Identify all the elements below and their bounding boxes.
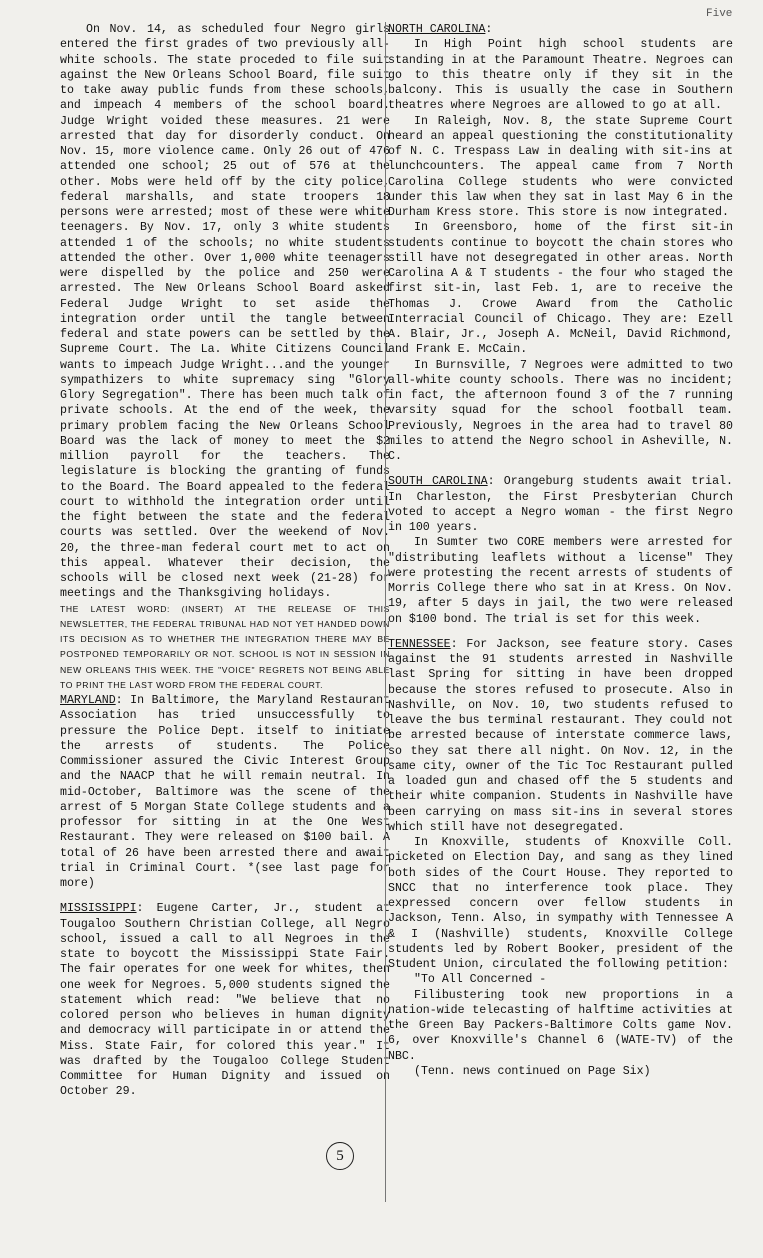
continued-note: (Tenn. news continued on Page Six) (414, 1064, 651, 1078)
maryland-section (60, 693, 390, 891)
page-number-circle: 5 (326, 1142, 354, 1170)
nashville-text: : For Jackson, see feature story. Cases against the 91 students arrested in Nashville last Spring for sitting in have been dropped because the stores refused to prosecute. Also in Nashville, on Nov. 10, two students refused to leave the bus terminal restaurant. They could not be arrested because of interstate commerce laws, so they sat there all night. On Nov. 12, in the same city, owner of the Tic Toc Restaurant pulled a loaded gun and chased off the 5 students and their white companion. Students in Nashville have been carrying on mass sit-ins in several stores which still have not desegregated. (388, 637, 733, 834)
sumter-paragraph: In Sumter two CORE members were arrested for "distributing leaflets without a license" They were protesting the recent arrests of students of Morris College there who sat in at Kress. On Nov. 19, after 5 days in jail, the two were released on $100 bond. The trial is set for this week. (388, 536, 733, 626)
knoxville-paragraph: In Knoxville, students of Knoxville Coll. picketed on Election Day, and sang as they lined both sides of the Court House. They reported to SNCC that no interference took place. They expressed concern over fellow students in Jackson, Tenn. Also, in sympathy with Tennessee A & I (Nashville) students, Knoxville College students led by Robert Booker, president of the Student Union, circulated the following petition: (388, 836, 733, 971)
mississippi-heading: MISSISSIPPI (60, 902, 137, 916)
burnsville-paragraph: In Burnsville, 7 Negroes were admitted to two all-white county schools. There was no incident; in fact, the afternoon found 3 of the 7 running varsity squad for the school football team. Previously, Negroes in the area had to travel 80 miles to attend the Negro school in Asheville, N. C. (388, 358, 733, 463)
left-column (60, 22, 390, 1110)
mississippi-section (60, 901, 390, 1099)
south-carolina-heading: SOUTH CAROLINA (388, 475, 488, 489)
tennessee-heading: TENNESSEE (388, 637, 451, 651)
south-carolina-section (388, 474, 733, 627)
new-orleans-article: On Nov. 14, as scheduled four Negro girls entered the first grades of two previously all-white schools. The state proceded to file suit against the New Orleans School Board, file suit to take away public funds from these schools, and impeach 4 members of the school board. Judge Wright voided these measures. 21 were arrested that day for disorderly conduct. On Nov. 15, more violence came. Only 26 out of 476 attended one school; 25 out of 576 at the other. Mobs were held off by the city police, federal marshalls, and state troopers 18 persons were arrested; most of these were white teenagers. By Nov. 17, only 3 white students attended 1 of the schools; no white students attended the other. Over 1,000 white teenagers were dispelled by the police and 250 were arrested. The New Orleans School Board asked Federal Judge Wright to set aside the integration order until the tangle between federal and state powers can be settled by the Supreme Court. The La. White Citizens Council wants to impeach Judge Wright...and the younger sympathizers to white supremacy sing "Glory Glory Segregation". There has been much talk of private schools. At the end of the week, the primary problem facing the New Orleans School Board was the lack of money to meet the $2 million payroll for the teachers. The legislature is blocking the granting of funds to the Board. The Board appealed to the federal court to withhold the integration order until the fight between the state and the federal courts was settled. Over the weekend of Nov. 20, the three-man federal court met to act on this appeal. Whatever their decision, the schools will be closed next week (21-28) for meetings and the Thanksgiving holidays. (60, 23, 390, 601)
filibustering-paragraph: Filibustering took new proportions in a nation-wide telecasting of halftime activities at the Green Bay Packers-Baltimore Colts game Nov. 6, over Knoxville's Channel 6 (WATE-TV) of the NBC. (388, 988, 733, 1063)
north-carolina-section: NORTH CAROLINA: In High Point high school students are standing in at the Paramount Theatre. Negroes can go to this theatre only if they sit in the balcony. This is usually the case in Southern theatres where Negroes are allowed to go at all. In Raleigh, Nov. 8, the state Supreme Court heard an appeal questioning the constitutionality of N. C. Trespass Law in dealing with sit-ins at lunchcounters. The appeal came from 7 North Carolina College students who were convicted under this law when they sat in last May 6 in the Durham Kress store. This store is now integrated. In Greensboro, home of the first sit-in students continue to boycott the chain stores who still have not desegregated in other areas. North Carolina A & T students - the four who staged the first sit-in, last Feb. 1, are to receive the Thomas J. Crowe Award from the Catholic Interracial Council of Chicago. They are: Ezell A. Blair, Jr., Joseph A. McNeil, David Richmond, and Frank E. McCain. In Burnsville, 7 Negroes were admitted to two all-white county schools. There was no incident; in fact, the afternoon found 3 of the 7 running varsity squad for the school football team. Previously, Negroes in the area had to travel 80 miles to attend the Negro school in Asheville, N. C. (388, 23, 733, 463)
latest-word-insert: THE LATEST WORD: (INSERT) AT THE RELEASE OF THIS NEWSLETTER, THE FEDERAL TRIBUNAL HAD NOT YET HANDED DOWN ITS DECISION AS TO WHETHER THE INTEGRATION THERE MAY BE POSTPONED TEMPORARILY OR NOT. SCHOOL IS NOT IN SESSION IN NEW ORLEANS THIS WEEK. THE "VOICE" REGRETS NOT BEING ABLE TO PRINT THE LAST WORD FROM THE FEDERAL COURT. (60, 603, 390, 690)
orangeburg-text: : Orangeburg students await trial. In Charleston, the First Presbyterian Church voted to accept a Negro woman - the first Negro in 100 years. (388, 475, 734, 534)
mississippi-text: : Eugene Carter, Jr., student at Tougaloo Southern Christian College, all Negro school, issued a call to all Negroes in the state to boycott the Mississippi State Fair. The fair operates for one week for whites, then one week for Negroes. 5,000 students signed the statement which read: "We believe that no colored person who believes in human dignity and democracy will participate in or attend the Miss. State Fair, for colored this year." It was drafted by the Tougaloo College Student Committee for Human Dignity and issued on October 29. (60, 902, 390, 1099)
page-label: Five (706, 8, 733, 20)
raleigh-paragraph: In Raleigh, Nov. 8, the state Supreme Court heard an appeal questioning the constitutionality of N. C. Trespass Law in dealing with sit-ins at lunchcounters. The appeal came from 7 North Carolina College students who were convicted under this law when they sat in last May 6 in the Durham Kress store. This store is now integrated. (388, 114, 733, 219)
north-carolina-heading: NORTH CAROLINA (388, 23, 486, 36)
tennessee-section (388, 637, 733, 1079)
petition-salutation: "To All Concerned - (414, 973, 547, 987)
maryland-heading: MARYLAND (60, 694, 116, 707)
right-column (388, 22, 733, 1089)
maryland-text: : In Baltimore, the Maryland Restaurant Association has tried unsuccessfully to pressure the Police Dept. itself to initiate the arrests of students. The Police Commissioner assured the Civic Interest Group and the NAACP that he will remain neutral. In mid-October, Baltimore was the scene of the arrest of 5 Morgan State College students and a professor for sitting in at the One West Restaurant. They were released on $100 bail. A total of 26 have been arrested there and await trial in Criminal Court. *(see last page for more) (60, 694, 390, 890)
high-point-paragraph: In High Point high school students are standing in at the Paramount Theatre. Negroes can go to this theatre only if they sit in the balcony. This is usually the case in Southern theatres where Negroes are allowed to go at all. (388, 38, 733, 113)
greensboro-paragraph: In Greensboro, home of the first sit-in students continue to boycott the chain stores who still have not desegregated in other areas. North Carolina A & T students - the four who staged the first sit-in, last Feb. 1, are to receive the Thomas J. Crowe Award from the Catholic Interracial Council of Chicago. They are: Ezell A. Blair, Jr., Joseph A. McNeil, David Richmond, and Frank E. McCain. (388, 221, 733, 357)
